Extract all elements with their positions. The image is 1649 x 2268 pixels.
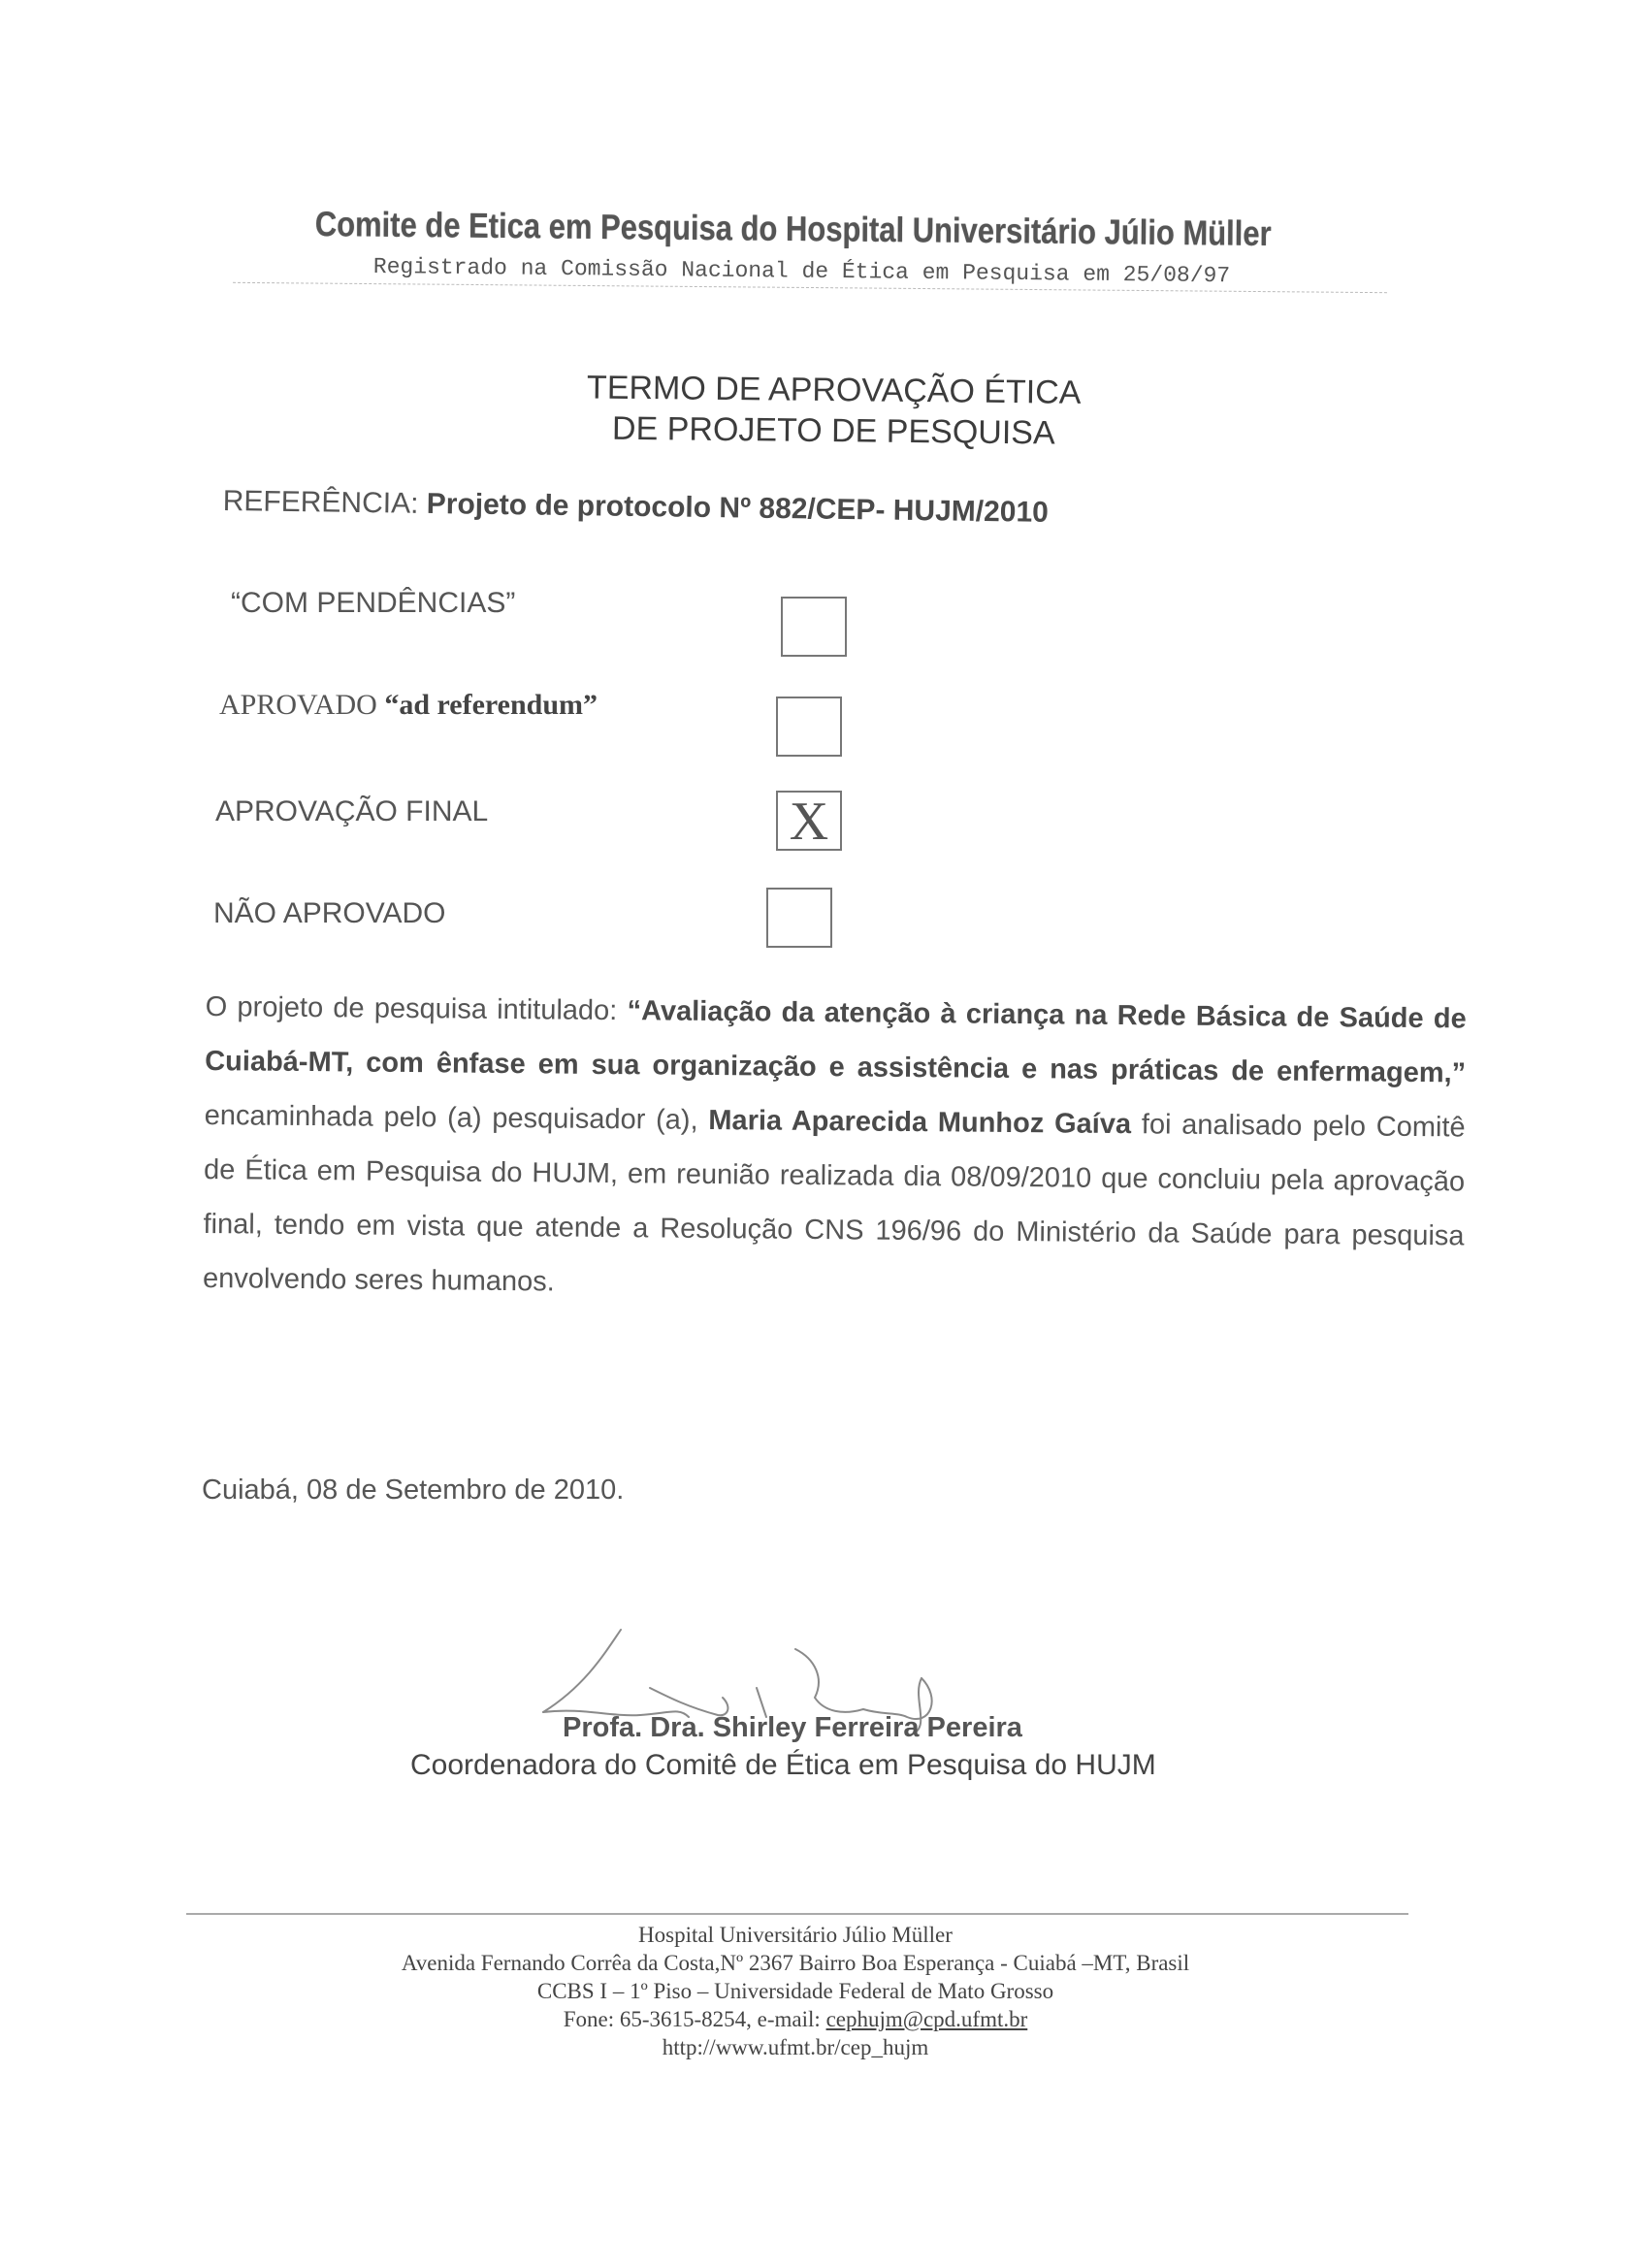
footer-institution: Hospital Universitário Júlio Müller [638,1923,953,1947]
statement-intro: O projeto de pesquisa intitulado: [205,990,628,1027]
letterhead-title: Comite de Etica em Pesquisa do Hospital Universitário Júlio Müller [314,204,1272,254]
project-title: “Avaliação da atenção à criança na Rede Básica de Saúde de Cuiabá-MT, com ênfase em sua organização e assistência e nas práticas de enfermagem,” [205,995,1467,1089]
status-option-aprovacao-final [0,786,1649,854]
letterhead-subtitle: Registrado na Comissão Nacional de Ética em Pesquisa em 25/08/97 [372,254,1231,289]
footer-building: CCBS I – 1º Piso – Universidade Federal de Mato Grosso [536,1979,1054,2003]
status-label [219,689,598,722]
status-option-nao-aprovado [0,888,1649,956]
footer-address: Avenida Fernando Corrêa da Costa,Nº 2367 Bairro Boa Esperança - Cuiabá –MT, Brasil [401,1951,1190,1975]
statement-middle: encaminhada pelo (a) pesquisador (a), [204,1099,709,1136]
approval-statement [203,980,1467,1317]
statement-conclusion: foi analisado pelo Comitê de Ética em Pesquisa do HUJM, em reunião realizada dia 08/09/2010 que concluiu pela aprovação final, tendo em vista que atende a Resolução CNS 196/96 do Ministério da Saúde para pesquisa envolvendo seres humanos. [202,1109,1466,1298]
status-label-quoted: “ad referendum” [384,689,598,721]
status-label-prefix: APROVADO [219,689,377,721]
checkbox-ad-referendum[interactable] [776,697,842,757]
status-option-com-pendencias [0,577,1649,645]
status-label: APROVAÇÃO FINAL [215,795,489,827]
checkbox-com-pendencias[interactable] [781,597,847,657]
researcher-name: Maria Aparecida Munhoz Gaíva [708,1104,1132,1141]
place-date: Cuiabá, 08 de Setembro de 2010. [202,1474,625,1506]
reference-value: Projeto de protocolo Nº 882/CEP- HUJM/2010 [426,487,1050,529]
document-title-line1: TERMO DE APROVAÇÃO ÉTICA [586,369,1082,411]
signatory-role: Coordenadora do Comitê de Ética em Pesquisa do HUJM [410,1749,1156,1781]
document-title-line2: DE PROJETO DE PESQUISA [611,409,1055,452]
footer-phone: Fone: 65-3615-8254, e-mail: [563,2007,826,2031]
footer [194,1921,1397,2061]
status-option-ad-referendum [0,679,1649,747]
status-label: NÃO APROVADO [213,897,446,929]
signatory-name: Profa. Dra. Shirley Ferreira Pereira [563,1712,1022,1743]
reference-line [223,485,1050,530]
status-label: “COM PENDÊNCIAS” [231,587,516,619]
reference-label: REFERÊNCIA: [222,485,419,520]
footer-divider [186,1913,1408,1915]
footer-url-link[interactable]: http://www.ufmt.br/cep_hujm [662,2035,929,2059]
checkbox-nao-aprovado[interactable] [766,888,832,948]
footer-contact [194,2005,1397,2033]
footer-email-link[interactable]: cephujm@cpd.ufmt.br [825,2007,1028,2031]
document-title [542,367,1125,454]
checkbox-aprovacao-final[interactable]: X [776,791,842,851]
